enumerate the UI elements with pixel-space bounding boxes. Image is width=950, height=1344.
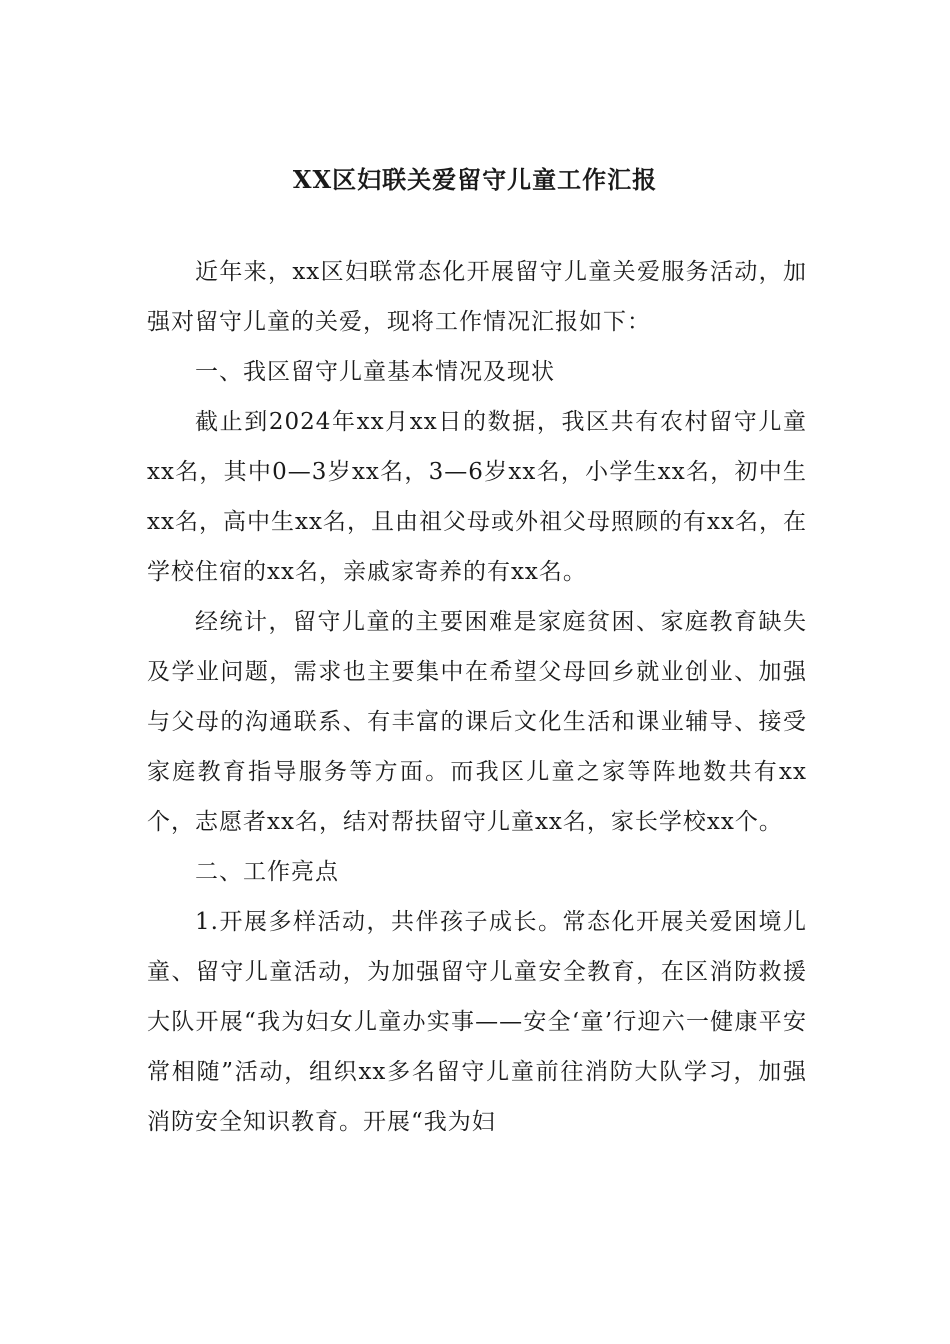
statistics-paragraph: 截止到2024年xx月xx日的数据，我区共有农村留守儿童xx名，其中0—3岁xx名，3—6岁xx名，小学生xx名，初中生xx名，高中生xx名，且由祖父母或外祖父母照顾的有xx名，在学校住宿的xx名，亲戚家寄养的有xx名。: [147, 409, 807, 585]
document-body: [147, 247, 807, 1147]
document-title: XX区妇联关爱留守儿童工作汇报: [292, 165, 658, 194]
intro-paragraph: 近年来，xx区妇联常态化开展留守儿童关爱服务活动，加强对留守儿童的关爱，现将工作情况汇报如下：: [147, 259, 807, 335]
section-heading-highlights: 二、工作亮点: [195, 859, 339, 885]
activities-paragraph: 1.开展多样活动，共伴孩子成长。常态化开展关爱困境儿童、留守儿童活动，为加强留守儿童安全教育，在区消防救援大队开展“我为妇女儿童办实事——安全‘童’行迎六一健康平安常相随”活动，组织xx多名留守儿童前往消防大队学习，加强消防安全知识教育。开展“我为妇: [147, 909, 807, 1135]
section-heading-basic-situation: 一、我区留守儿童基本情况及现状: [195, 359, 555, 385]
difficulties-paragraph: 经统计，留守儿童的主要困难是家庭贫困、家庭教育缺失及学业问题，需求也主要集中在希望父母回乡就业创业、加强与父母的沟通联系、有丰富的课后文化生活和课业辅导、接受家庭教育指导服务等方面。而我区儿童之家等阵地数共有xx个，志愿者xx名，结对帮扶留守儿童xx名，家长学校xx个。: [147, 609, 807, 835]
